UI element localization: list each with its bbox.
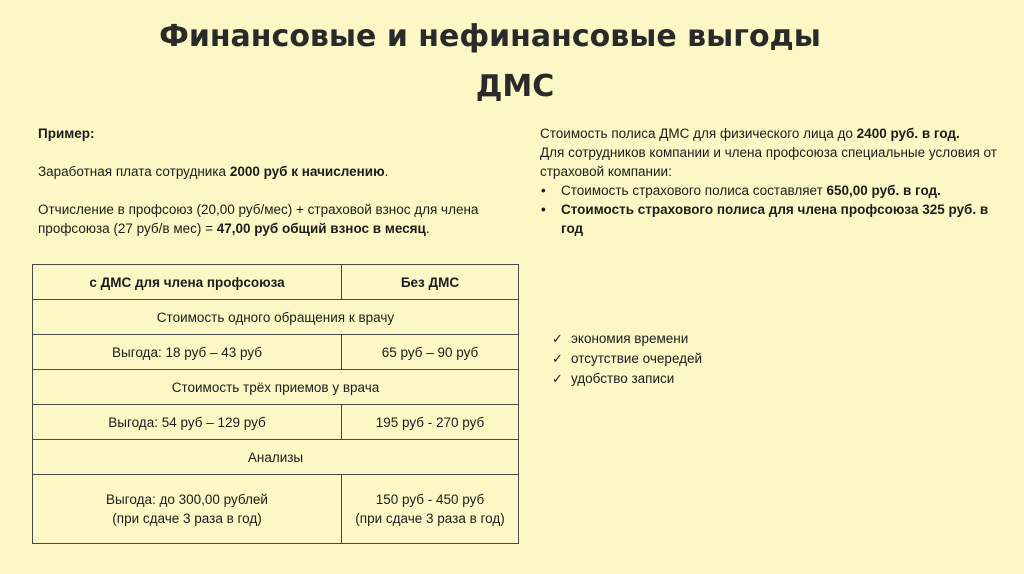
cell-with-dms [33, 475, 342, 544]
table-row [33, 475, 519, 544]
table-row [33, 335, 519, 370]
benefit-label: удобство записи [571, 371, 675, 386]
deduction-text [38, 200, 518, 238]
cell-without-dms: 195 руб - 270 руб [342, 405, 519, 440]
cell-with-dms: Выгода: 54 руб – 129 руб [33, 405, 342, 440]
list-item [552, 349, 702, 369]
deduction-suffix: . [425, 221, 430, 236]
policy-bullet-1 [561, 181, 1000, 200]
salary-text [38, 162, 518, 181]
checkmark-icon: ✓ [552, 351, 563, 366]
section-analyses: Анализы [33, 440, 519, 475]
benefit-label: отсутствие очередей [571, 351, 703, 366]
checkmark-icon: ✓ [552, 371, 563, 386]
checkmark-icon: ✓ [552, 331, 563, 346]
policy-price-prefix: Стоимость полиса ДМС для физического лица до [540, 126, 857, 141]
policy-price-text [540, 124, 1000, 143]
section-doctor-visit: Стоимость одного обращения к врачу [33, 300, 519, 335]
benefit-label: экономия времени [571, 331, 689, 346]
cell-line: Выгода: до 300,00 рублей [106, 492, 268, 507]
example-block [38, 124, 518, 238]
page-title-line1: Финансовые и нефинансовые выгоды [159, 19, 821, 54]
table-section-row [33, 440, 519, 475]
salary-bold: 2000 руб к начислению [229, 164, 385, 179]
benefits-checklist [552, 329, 702, 389]
cell-with-dms: Выгода: 18 руб – 43 руб [33, 335, 342, 370]
cell-line: (при сдаче 3 раза в год) [355, 511, 505, 526]
list-item [552, 329, 702, 349]
salary-prefix: Заработная плата сотрудника [38, 164, 230, 179]
policy-bullet-1-bold: 650,00 руб. в год. [826, 183, 941, 198]
example-heading: Пример: [38, 126, 95, 141]
comparison-table [32, 264, 519, 544]
table-row [33, 405, 519, 440]
cell-line: (при сдаче 3 раза в год) [112, 511, 262, 526]
deduction-bold: 47,00 руб общий взнос в месяц [216, 221, 426, 236]
table-section-row [33, 370, 519, 405]
table-header-row [33, 265, 519, 300]
policy-bullet-1-prefix: Стоимость страхового полиса составляет [561, 183, 827, 198]
cell-line: 150 руб - 450 руб [375, 492, 485, 507]
deduction-prefix: Отчисление в профсоюз (20,00 руб/мес) + страховой взнос для члена профсоюза (27 руб/в мес) = [38, 202, 479, 236]
page-title [0, 12, 980, 112]
policy-bullet-list [540, 181, 1000, 238]
header-with-dms: с ДМС для члена профсоюза [33, 265, 342, 300]
section-three-visits: Стоимость трёх приемов у врача [33, 370, 519, 405]
page-title-line2: ДМС [475, 69, 555, 104]
policy-block [540, 124, 1000, 238]
policy-bullet-2: • Стоимость страхового полиса для члена профсоюза 325 руб. в год [561, 200, 1000, 238]
table-section-row [33, 300, 519, 335]
cell-without-dms: 65 руб – 90 руб [342, 335, 519, 370]
policy-price-bold: 2400 руб. в год. [856, 126, 960, 141]
header-without-dms: Без ДМС [342, 265, 519, 300]
policy-conditions-text: Для сотрудников компании и члена профсоюза специальные условия от страховой компании: [540, 145, 997, 179]
list-item [552, 369, 702, 389]
cell-without-dms [342, 475, 519, 544]
salary-suffix: . [384, 164, 389, 179]
